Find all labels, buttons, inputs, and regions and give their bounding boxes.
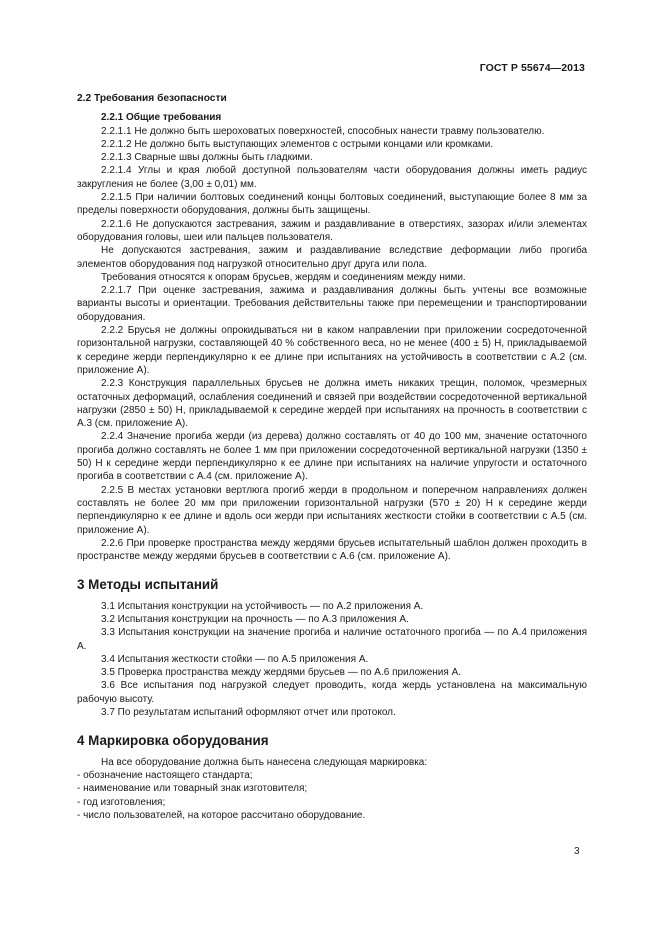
paragraph: Не допускаются застревания, зажим и раздавливание вследствие деформации либо прогиба элементов оборудования под нагрузкой относительно друг друга или пола. (77, 245, 587, 270)
paragraph: 2.2.2 Брусья не должны опрокидываться ни в каком направлении при приложении сосредоточенной горизонтальной нагрузки, составляющей 40 % собственного веса, но не менее (400 ± 5) Н, прикладываемой к середине жерди перпендикулярно к ее длине при испытаниях на устойчивость в соответствии с А.2 (см. приложение А). (77, 325, 587, 376)
paragraph: 2.2.1.7 При оценке застревания, зажима и раздавливания должны быть учтены все возможные варианты высоты и ориентации. Требования действительны также при перемещении и транспортировании оборудования. (77, 285, 587, 323)
paragraph: 3.2 Испытания конструкции на прочность — по А.3 приложения А. (101, 613, 409, 625)
paragraph: 3.3 Испытания конструкции на значение прогиба и наличие остаточного прогиба — по А.4 приложения А. (77, 627, 587, 652)
list-item: - наименование или товарный знак изготовителя; (77, 783, 308, 795)
paragraph: 2.2.4 Значение прогиба жерди (из дерева) должно составлять от 40 до 100 мм, значение остаточного прогиба должно составлять не более 1 мм при приложении сосредоточенной вертикальной нагрузки (1350 ± 50) Н к середине жерди перпендикулярно к ее длине при испытаниях на наличие упругости и остаточного прогиба в соответствии с А.4 (см. приложение А). (77, 431, 587, 483)
paragraph: 2.2.1.2 Не должно быть выступающих элементов с острыми концами или кромками. (101, 138, 494, 150)
section-4-title: 4 Маркировка оборудования (77, 733, 269, 749)
paragraph: 2.2.3 Конструкция параллельных брусьев не должна иметь никаких трещин, поломок, чрезмерных остаточных деформаций, ослабления соединений и связей при воздействии сосредоточенной вертикальной нагрузки (2850 ± 50) Н, прикладываемой к середине жердей при испытаниях на прочность в соответствии с А.3 (см. приложение А). (77, 378, 587, 430)
section-3-title: 3 Методы испытаний (77, 577, 219, 593)
paragraph: 2.2.6 При проверке пространства между жердями брусьев испытательный шаблон должен проходить в пространстве между жердями брусьев в соответствии с А.6 (см. приложение А). (77, 537, 587, 563)
paragraph: 3.7 По результатам испытаний оформляют отчет или протокол. (101, 707, 396, 719)
paragraph: 2.2.1.5 При наличии болтовых соединений концы болтовых соединений, выступающие более 8 мм за пределы поверхности оборудования, должны быть защищены. (77, 192, 587, 217)
paragraph: 2.2.1.3 Сварные швы должны быть гладкими. (101, 152, 313, 164)
paragraph: 3.4 Испытания жесткости стойки — по А.5 приложения А. (101, 653, 369, 665)
paragraph: На все оборудование должна быть нанесена следующая маркировка: (101, 756, 428, 768)
list-item: - число пользователей, на которое рассчитано оборудование. (77, 809, 366, 821)
page-content (77, 92, 587, 822)
paragraph: 2.2.1.4 Углы и края любой доступной пользователям части оборудования должны иметь радиус закругления не более (3,00 ± 0,01) мм. (77, 165, 587, 190)
list-item: - год изготовления; (77, 796, 166, 808)
standard-header: ГОСТ Р 55674—2013 (479, 62, 585, 74)
paragraph: Требования относятся к опорам брусьев, жердям и соединениям между ними. (101, 271, 466, 283)
paragraph: 3.6 Все испытания под нагрузкой следует проводить, когда жердь установлена на максимальную рабочую высоту. (77, 680, 587, 705)
paragraph: 2.2.5 В местах установки вертлюга прогиб жерди в продольном и поперечном направлениях должен составлять не более 20 мм при приложении горизонтальной нагрузки (570 ± 20) Н к середине жерди перпендикулярно к ее длине и вдоль оси жерди при испытаниях жесткости стойки в соответствии с А.5 (см. приложение А). (77, 484, 587, 536)
list-item: - обозначение настоящего стандарта; (77, 769, 253, 781)
paragraph: 3.5 Проверка пространства между жердями брусьев — по А.6 приложения А. (101, 667, 462, 679)
page-number: 3 (574, 846, 580, 857)
paragraph: 3.1 Испытания конструкции на устойчивость — по А.2 приложения А. (101, 600, 424, 612)
section-2-2-title: 2.2 Требования безопасности (77, 93, 227, 104)
paragraph: 2.2.1.6 Не допускаются застревания, зажим и раздавливание в отверстиях, зазорах и/или элементах оборудования головы, шеи или пальцев пользователя. (77, 218, 587, 243)
subsection-2-2-1-title: 2.2.1 Общие требования (101, 112, 222, 124)
paragraph: 2.2.1.1 Не должно быть шероховатых поверхностей, способных нанести травму пользователю. (101, 125, 545, 137)
